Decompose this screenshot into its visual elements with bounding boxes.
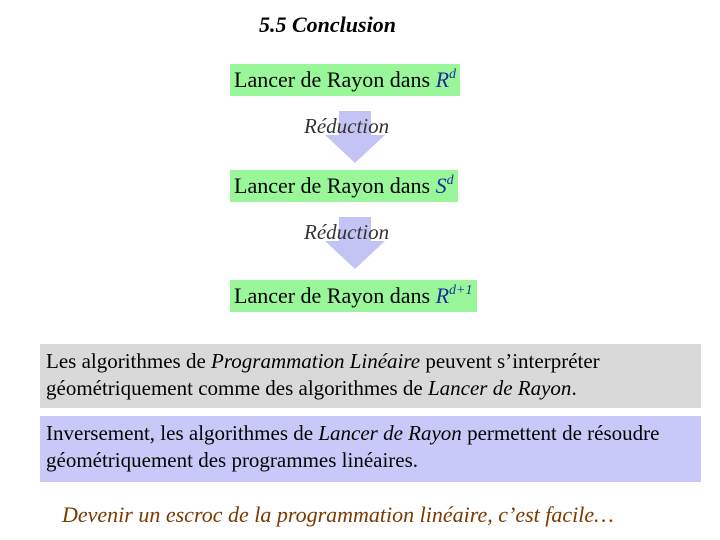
ray-casting-box-rd <box>230 64 460 96</box>
space-variable: $R^d$ <box>435 67 457 92</box>
reduction-label: Réduction <box>304 220 390 244</box>
space-variable: $R^{d+1}$ <box>435 283 473 308</box>
slide-title: 5.5 Conclusion <box>259 12 396 37</box>
ray-casting-box-sd <box>230 170 458 202</box>
inverse-statement: Inversement, les algorithmes de Lancer de Rayon permettent de résoudre géométriquement des programmes linéaires. <box>40 416 701 482</box>
space-variable: $S^d$ <box>435 173 454 198</box>
reduction-label: Réduction <box>304 114 390 138</box>
box-label: Lancer de Rayon dans <box>234 283 436 308</box>
box-label: Lancer de Rayon dans <box>234 173 436 198</box>
box-label: Lancer de Rayon dans <box>234 67 436 92</box>
linear-programming-statement: Les algorithmes de Programmation Linéaire peuvent s’interpréter géométriquement comme des algorithmes de Lancer de Rayon. <box>40 344 701 408</box>
ray-casting-box-rd-plus-1 <box>230 280 477 312</box>
footer-remark: Devenir un escroc de la programmation linéaire, c’est facile… <box>62 502 614 527</box>
